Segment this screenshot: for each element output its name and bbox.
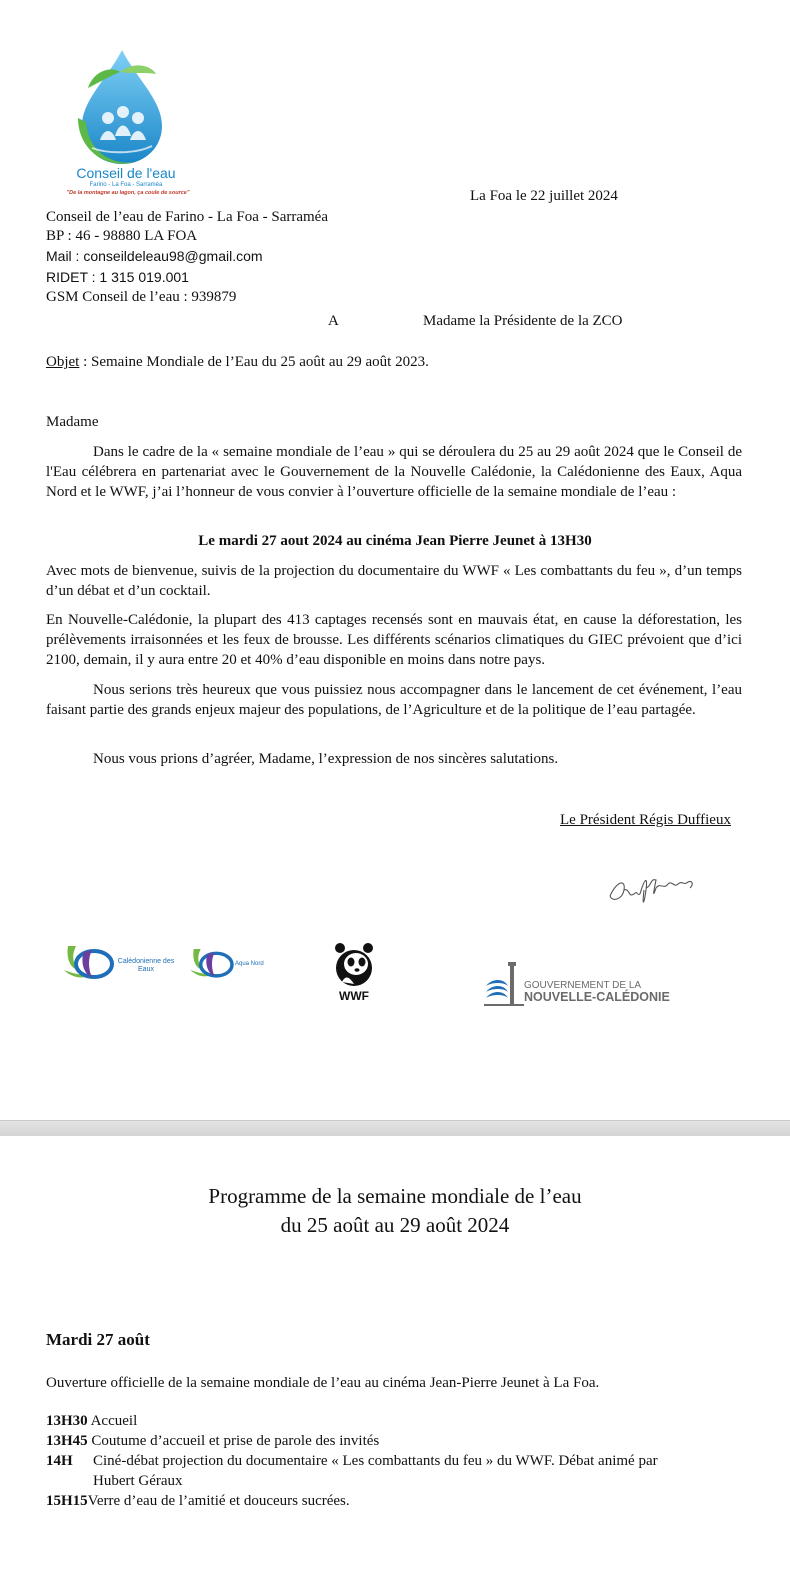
sender-name: Conseil de l’eau de Farino - La Foa - Sarraméa — [46, 209, 328, 225]
wwf-logo — [332, 942, 376, 1004]
place-date: La Foa le 22 juillet 2024 — [470, 188, 618, 204]
signature-icon — [604, 860, 704, 912]
sender-address: BP : 46 - 98880 LA FOA — [46, 228, 198, 244]
sender-ridet: RIDET : 1 315 019.001 — [46, 269, 189, 285]
schedule-time: 13H30 — [46, 1413, 88, 1429]
paragraph-3: En Nouvelle-Calédonie, la plupart des 413 captages recensés sont en mauvais état, en cause la déforestation, les prélèvements irraisonnées et les feux de brousse. Les différents scénarios climatiques du GIEC prévoient que d’ici 2100, demain, il y aura entre 20 et 40% d’eau disponible en moins dans notre pays. — [46, 612, 742, 668]
aqua-nord-logo — [187, 942, 273, 982]
conseil-de-leau-logo — [48, 48, 213, 200]
programme-intro: Ouverture officielle de la semaine mondiale de l’eau au cinéma Jean-Pierre Jeunet à La Foa. — [46, 1375, 600, 1391]
recipient: Madame la Présidente de la ZCO — [423, 313, 623, 329]
caledonienne-des-eaux-logo — [62, 938, 174, 984]
schedule-text: Ciné-débat projection du documentaire « Les combattants du feu » du WWF. Débat animé par — [93, 1453, 658, 1469]
schedule-item — [46, 1431, 379, 1451]
aqua-nord-wave-icon — [187, 942, 237, 982]
logo-name: Conseil de l'eau — [76, 165, 176, 181]
subject-line — [46, 352, 429, 372]
gouvernement-line2: NOUVELLE-CALÉDONIE — [524, 990, 670, 1004]
water-drop-logo-icon — [48, 48, 213, 168]
sender-email: Mail : conseildeleau98@gmail.com — [46, 248, 263, 264]
event-highlight: Le mardi 27 aout 2024 au cinéma Jean Pierre Jeunet à 13H30 — [198, 533, 592, 549]
signatory: Le Président Régis Duffieux — [560, 812, 731, 828]
schedule-text: Coutume d’accueil et prise de parole des invités — [87, 1433, 380, 1449]
programme-title-line2: du 25 août au 29 août 2024 — [280, 1213, 510, 1237]
caledonienne-label: Calédonienne des Eaux — [117, 958, 175, 973]
recipient-prefix: A — [328, 313, 339, 329]
logo-motto: "De la montagne au lagon, ça coule de source" — [66, 190, 190, 196]
signature — [604, 860, 704, 912]
schedule-time: 14H — [46, 1453, 73, 1469]
schedule-text: Verre d’eau de l’amitié et douceurs sucrées. — [87, 1493, 350, 1509]
schedule-item — [46, 1451, 658, 1471]
paragraph-4: Nous serions très heureux que vous puissiez nous accompagner dans le lancement de cet événement, l’eau faisant partie des grands enjeux majeur des populations, de l’Agriculture et de la politique de l’eau partagée. — [46, 682, 742, 718]
gouvernement-line1: GOUVERNEMENT DE LA — [524, 980, 642, 991]
paragraph-2: Avec mots de bienvenue, suivis de la projection du documentaire du WWF « Les combattants du feu », d’un temps d’un débat et d’un cocktail. — [46, 563, 742, 599]
panda-icon — [332, 942, 376, 988]
programme-page — [0, 1136, 790, 1570]
subject-label: Objet — [46, 354, 80, 370]
schedule-time: 13H45 — [46, 1433, 88, 1449]
caledonienne-wave-icon — [62, 938, 116, 984]
sender-phone: GSM Conseil de l’eau : 939879 — [46, 289, 237, 305]
paragraph-5: Nous vous prions d’agréer, Madame, l’expression de nos sincères salutations. — [93, 751, 559, 767]
programme-day: Mardi 27 août — [46, 1330, 150, 1349]
schedule-text: Accueil — [87, 1413, 138, 1429]
gouvernement-nc-logo — [484, 960, 684, 1010]
schedule-item — [46, 1491, 350, 1511]
schedule-text-continued: Hubert Géraux — [93, 1473, 183, 1489]
salutation: Madame — [46, 414, 99, 430]
gouvernement-emblem-icon — [484, 960, 524, 1010]
subject-text: : Semaine Mondiale de l’Eau du 25 août au 29 août 2023. — [79, 354, 429, 370]
schedule-time: 15H15 — [46, 1493, 88, 1509]
aqua-nord-label: Aqua Nord — [235, 961, 264, 967]
paragraph-1: Dans le cadre de la « semaine mondiale de l’eau » qui se déroulera du 25 au 29 août 2024 que le Conseil de l'Eau célébrera en partenariat avec le Gouvernement de la Nouvelle Calédonie, la Calédonienne des Eaux, Aqua Nord et le WWF, j’ai l’honneur de vous convier à l’ouverture officielle de la semaine mondiale de l’eau : — [46, 444, 742, 500]
logo-subtitle: Farino - La Foa - Sarraméa — [89, 182, 163, 188]
wwf-label: WWF — [339, 989, 369, 1003]
schedule-item — [46, 1411, 137, 1431]
programme-title-line1: Programme de la semaine mondiale de l’eau — [208, 1184, 582, 1208]
